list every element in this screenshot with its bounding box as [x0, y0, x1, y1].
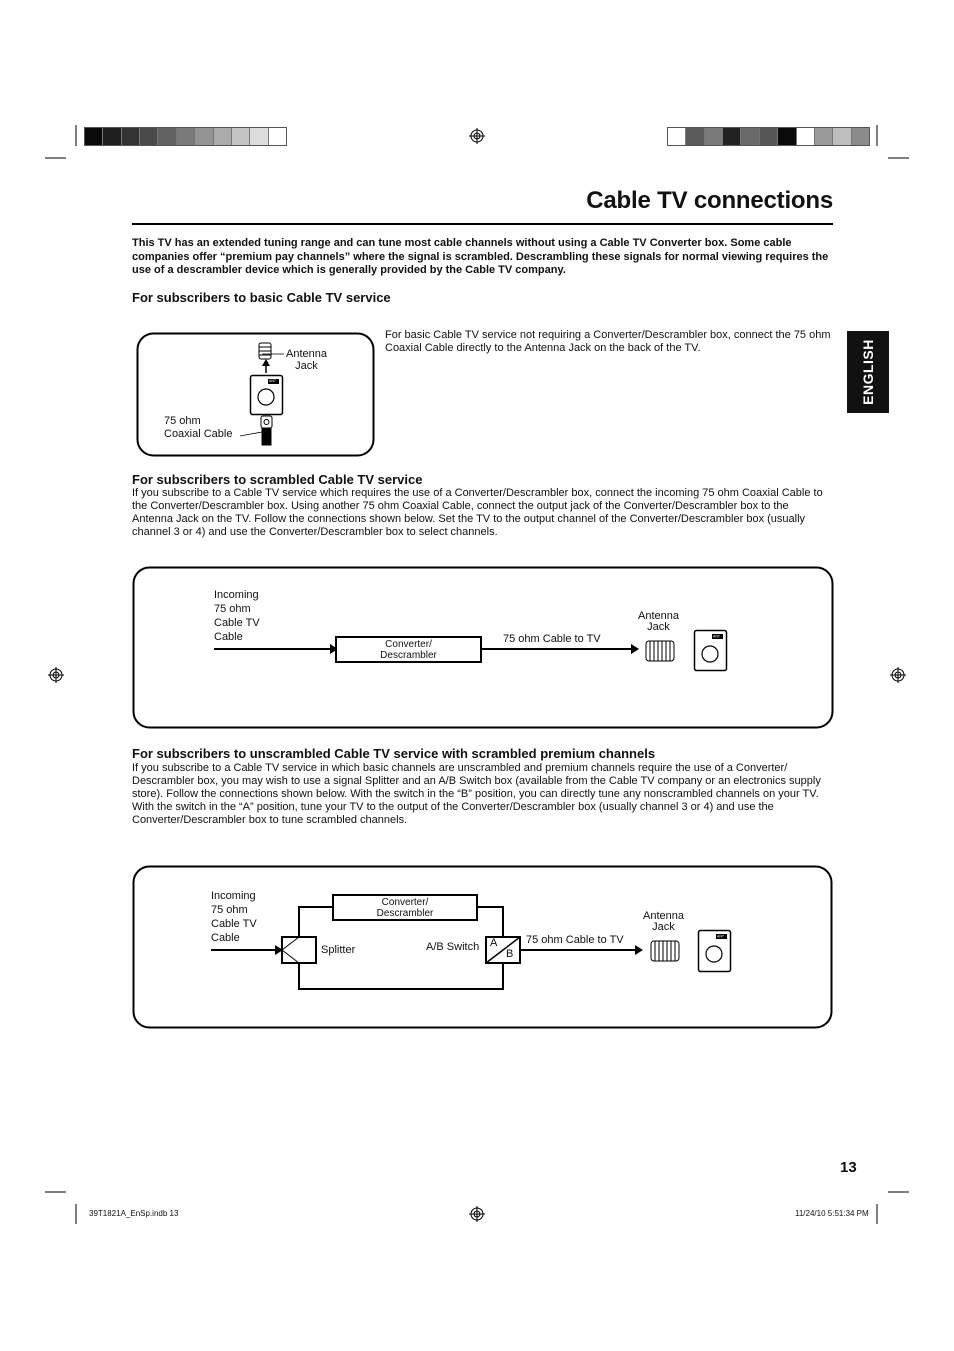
section1-text: For basic Cable TV service not requiring a Converter/Descrambler box, connect the 75 ohm Coaxial Cable directly to the Antenna Jack on the back of the TV.	[385, 329, 831, 354]
cable-to-tv-label: 75 ohm Cable to TV	[503, 633, 601, 645]
section3-text: If you subscribe to a Cable TV service in which basic channels are unscrambled and premium channels require the use of a Converter/ Descrambler box, you may wish to use a signal Splitter and an A/B Switch box (available from the Cable TV company or an electronics supply store). Follow the connections shown below. With the switch in the “B” position, you can directly tune any nonscrambled channels on your TV. With the switch in the “A” position, tune your TV to the output of the Converter/Descrambler box (usually channel 3 or 4) and use the Converter/Descrambler box to tune scrambled channels.	[132, 762, 821, 826]
section1-heading: For subscribers to basic Cable TV service	[132, 290, 391, 305]
splitter-label: Splitter	[321, 944, 356, 956]
footer-datetime: 11/24/10 5:51:34 PM	[795, 1209, 869, 1218]
switch-position-a: A	[490, 937, 498, 949]
cable-arrow-icon	[211, 945, 283, 955]
language-tab: ENGLISH	[847, 331, 889, 413]
ant-badge-label: ANT	[713, 634, 720, 639]
section3-heading: For subscribers to unscrambled Cable TV service with scrambled premium channels	[132, 746, 656, 761]
antenna-jack-label: Antenna Jack	[643, 910, 684, 933]
converter-descrambler-label: Converter/ Descrambler	[380, 639, 437, 661]
switch-position-b: B	[506, 948, 514, 960]
page-title: Cable TV connections	[586, 187, 833, 214]
coax-cable-label: 75 ohm Coaxial Cable	[164, 415, 233, 440]
ab-switch-label: A/B Switch	[426, 941, 480, 953]
coax-thread-icon	[651, 941, 679, 961]
intro-paragraph: This TV has an extended tuning range and can tune most cable channels without using a Cable TV Converter box. Some cable companies offer “premium pay channels” where the signal is scrambled. Descrambling these signals for normal viewing requires the use of a descrambler device which is generally provided by the Cable TV company.	[132, 237, 829, 276]
ant-badge-label: ANT	[717, 934, 724, 939]
splitter-icon	[282, 937, 316, 963]
footer-file: 39T1821A_EnSp.indb 13	[89, 1209, 179, 1218]
converter-descrambler-label: Converter/ Descrambler	[376, 897, 434, 919]
incoming-cable-label: Incoming 75 ohm Cable TV Cable	[214, 589, 260, 643]
page-number: 13	[840, 1159, 857, 1176]
cable-to-tv-label: 75 ohm Cable to TV	[526, 934, 624, 946]
antenna-jack-icon	[699, 931, 731, 972]
antenna-jack-label: Antenna Jack	[286, 348, 327, 372]
incoming-cable-label: Incoming 75 ohm Cable TV Cable	[211, 890, 257, 944]
ant-badge-label: ANT	[269, 379, 276, 383]
section2-text: If you subscribe to a Cable TV service which requires the use of a Converter/Descrambler box, connect the incoming 75 ohm Coaxial Cable to the Converter/Descrambler box. Using another 75 ohm Coaxial Cable, connect the output jack of the Converter/Descrambler box to the Antenna Jack on the TV. Follow the connections shown below. Set the TV to the output channel of the Converter/Descrambler box (usually channel 3 or 4) and use the Converter/Descrambler box to select channels.	[132, 487, 823, 538]
antenna-jack-label: Antenna Jack	[638, 610, 679, 633]
section2-heading: For subscribers to scrambled Cable TV service	[132, 472, 423, 487]
